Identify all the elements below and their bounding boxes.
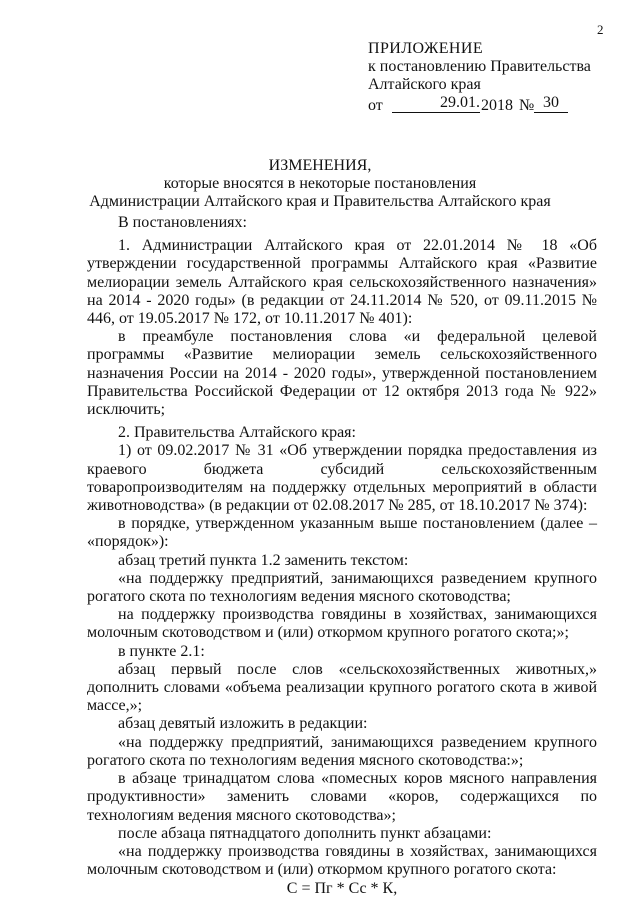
paragraph: абзац первый после слов «сельскохозяйственных животных,» дополнить словами «объема реализации крупного рогатого скота в живой массе,»; [87,660,597,715]
paragraph: в пункте 2.1: [118,642,205,660]
date-prefix: от [368,97,383,114]
paragraph: 1) от 09.02.2017 № 31 «Об утверждении порядка предоставления из краевого бюджета субсидий сельскохозяйственным товаропроизводителям на поддержку отдельных мероприятий в области животноводства» (в редакции от 02.08.2017 № 285, от 18.10.2017 № 374): [87,442,597,515]
appendix-line-3: Алтайского края [368,76,481,93]
paragraph: «на поддержку предприятий, занимающихся разведением крупного рогатого скота по технологиям ведения мясного скотоводства:»; [87,733,597,769]
paragraph: в порядке, утвержденном указанным выше постановлением (далее – «порядок»): [87,515,597,551]
paragraph: в абзаце тринадцатом слова «помесных коров мясного направления продуктивности» заменить словами «коров, содержащихся по технологиям ведения мясного скотоводства»; [87,770,597,824]
document-body [87,214,597,899]
paragraph: 1. Администрации Алтайского края от 22.01.2014 № 18 «Об утверждении государственной программы Алтайского края «Развитие мелиорации земель Алтайского края сельскохозяйственного назначения» на 2014 - 2020 годы» (в редакции от 24.11.2014 № 520, от 09.11.2015 № 446, от 19.05.2017 № 172, от 10.11.2017 № 401): [87,237,597,328]
appendix-block [368,40,591,114]
document-heading [60,157,580,211]
page-number: 2 [597,22,604,37]
paragraph: «на поддержку предприятий, занимающихся разведением крупного рогатого скота по технологиям ведения мясного скотоводства; [87,569,597,606]
heading-subtitle-1: которые вносятся в некоторые постановления [163,175,477,192]
paragraph: В постановлениях: [118,214,247,231]
paragraph: «на поддержку производства говядины в хозяйствах, занимающихся молочным скотоводством и (или) откормом крупного рогатого скота: [87,842,597,879]
paragraph: абзац девятый изложить в редакции: [118,715,368,733]
heading-title: ИЗМЕНЕНИЯ, [268,157,372,174]
appendix-line-2: к постановлению Правительства [368,58,591,75]
number-value: 30 [534,94,568,113]
paragraph: 2. Правительства Алтайского края: [118,424,356,442]
formula: С = Пг * Сс * К, [286,880,398,898]
appendix-title: ПРИЛОЖЕНИЕ [368,40,484,57]
appendix-date-line [368,94,591,114]
date-value: 29.01. [392,94,480,113]
date-year: 2018 [481,97,513,114]
paragraph: на поддержку производства говядины в хозяйствах, занимающихся молочным скотоводством и (или) откормом крупного рогатого скота;»; [87,606,597,642]
paragraph: абзац третий пункта 1.2 заменить текстом: [118,551,409,569]
paragraph: после абзаца пятнадцатого дополнить пункт абзацами: [118,824,492,842]
heading-subtitle-2: Администрации Алтайского края и Правительства Алтайского края [89,193,551,210]
paragraph: в преамбуле постановления слова «и федеральной целевой программы «Развитие мелиорации земель сельскохозяйственного назначения России на 2014 - 2020 годы», утвержденной постановлением Правительства Российской Федерации от 12 октября 2013 года № 922» исключить; [87,328,597,419]
number-sign: № [519,97,535,114]
